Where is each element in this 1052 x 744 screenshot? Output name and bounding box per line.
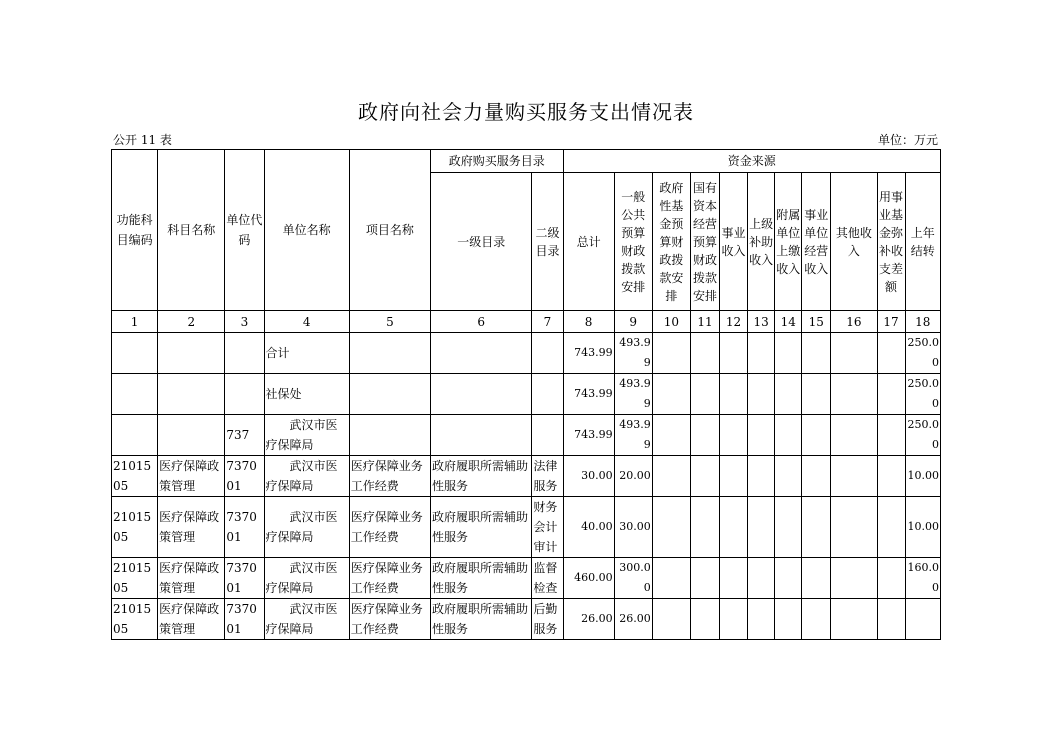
header-funds-group: 资金来源: [563, 150, 941, 173]
cell-operating-income: [802, 558, 831, 599]
cell-unit-name: 武汉市医疗保障局: [264, 558, 349, 599]
cell-general-budget: 300.00: [614, 558, 652, 599]
col-number: 15: [802, 311, 831, 333]
col-number: 10: [652, 311, 690, 333]
header-total: 总计: [563, 173, 614, 311]
cell-unit-name: 武汉市医疗保障局: [264, 456, 349, 497]
header-carryover: 上年结转: [905, 173, 940, 311]
cell-unit-code: 737: [225, 415, 264, 456]
cell-career-income: [720, 374, 748, 415]
cell-carryover: [905, 599, 940, 640]
cell-carryover: 250.00: [905, 333, 940, 374]
cell-gov-fund: [652, 599, 690, 640]
header-level2: 二级目录: [532, 173, 563, 311]
cell-unit-code: 737001: [225, 497, 264, 558]
table-row: [112, 456, 941, 497]
cell-unit-name: 社保处: [264, 374, 349, 415]
cell-total: 40.00: [563, 497, 614, 558]
cell-level2: 法律服务: [532, 456, 563, 497]
header-operating-income: 事业单位经营收入: [802, 173, 831, 311]
cell-level1: [431, 374, 532, 415]
cell-unit-name: 武汉市医疗保障局: [264, 599, 349, 640]
col-number: 12: [720, 311, 748, 333]
cell-level1: [431, 415, 532, 456]
col-number: 11: [690, 311, 719, 333]
cell-state-capital: [690, 374, 719, 415]
cell-unit-name: 武汉市医疗保障局: [264, 415, 349, 456]
col-number: 9: [614, 311, 652, 333]
col-number: 3: [225, 311, 264, 333]
col-number: 1: [112, 311, 158, 333]
cell-gov-fund: [652, 333, 690, 374]
cell-career-income: [720, 456, 748, 497]
cell-career-income: [720, 599, 748, 640]
cell-level1: 政府履职所需辅助性服务: [431, 497, 532, 558]
header-state-capital: 国有资本经营预算财政拨款安排: [690, 173, 719, 311]
cell-project-name: 医疗保障业务工作经费: [349, 497, 430, 558]
cell-project-name: [349, 415, 430, 456]
cell-superior-subsidy: [748, 497, 775, 558]
page-title: 政府向社会力量购买服务支出情况表: [358, 100, 694, 124]
cell-fund-deficit: [877, 599, 905, 640]
cell-subject-name: 医疗保障政策管理: [158, 558, 225, 599]
cell-func-code: 2101505: [112, 456, 158, 497]
cell-affiliated-income: [775, 456, 802, 497]
cell-subject-name: 医疗保障政策管理: [158, 456, 225, 497]
header-general-budget: 一般公共预算财政拨款安排: [614, 173, 652, 311]
expenditure-table: [111, 149, 941, 640]
cell-general-budget: 493.99: [614, 374, 652, 415]
cell-subject-name: 医疗保障政策管理: [158, 497, 225, 558]
cell-carryover: 250.00: [905, 415, 940, 456]
cell-gov-fund: [652, 456, 690, 497]
header-affiliated-income: 附属单位上缴收入: [775, 173, 802, 311]
cell-superior-subsidy: [748, 599, 775, 640]
cell-general-budget: 20.00: [614, 456, 652, 497]
cell-carryover: 160.00: [905, 558, 940, 599]
cell-general-budget: 26.00: [614, 599, 652, 640]
cell-affiliated-income: [775, 558, 802, 599]
header-superior-subsidy: 上级补助收入: [748, 173, 775, 311]
cell-affiliated-income: [775, 333, 802, 374]
cell-fund-deficit: [877, 558, 905, 599]
cell-level1: 政府履职所需辅助性服务: [431, 599, 532, 640]
header-other-income: 其他收入: [831, 173, 877, 311]
cell-other-income: [831, 415, 877, 456]
cell-other-income: [831, 333, 877, 374]
cell-total: 30.00: [563, 456, 614, 497]
cell-general-budget: 493.99: [614, 415, 652, 456]
cell-gov-fund: [652, 497, 690, 558]
table-row: [112, 333, 941, 374]
cell-unit-code: 737001: [225, 599, 264, 640]
cell-operating-income: [802, 456, 831, 497]
cell-other-income: [831, 374, 877, 415]
cell-carryover: 10.00: [905, 456, 940, 497]
header-unit-name: 单位名称: [264, 150, 349, 311]
table-row: [112, 415, 941, 456]
cell-unit-code: 737001: [225, 558, 264, 599]
col-number: 4: [264, 311, 349, 333]
cell-level2: 后勤服务: [532, 599, 563, 640]
cell-career-income: [720, 558, 748, 599]
cell-other-income: [831, 599, 877, 640]
header-project-name: 项目名称: [349, 150, 430, 311]
table-row: [112, 497, 941, 558]
cell-general-budget: 493.99: [614, 333, 652, 374]
cell-fund-deficit: [877, 374, 905, 415]
header-subject-name: 科目名称: [158, 150, 225, 311]
cell-level2: 财务会计审计: [532, 497, 563, 558]
header-func-code: 功能科目编码: [112, 150, 158, 311]
col-number: 6: [431, 311, 532, 333]
cell-project-name: 医疗保障业务工作经费: [349, 558, 430, 599]
cell-level1: 政府履职所需辅助性服务: [431, 456, 532, 497]
cell-operating-income: [802, 415, 831, 456]
cell-affiliated-income: [775, 374, 802, 415]
cell-subject-name: [158, 333, 225, 374]
cell-operating-income: [802, 599, 831, 640]
header-fund-deficit: 用事业基金弥补收支差额: [877, 173, 905, 311]
cell-subject-name: 医疗保障政策管理: [158, 599, 225, 640]
cell-fund-deficit: [877, 415, 905, 456]
cell-gov-fund: [652, 415, 690, 456]
cell-fund-deficit: [877, 333, 905, 374]
col-number: 17: [877, 311, 905, 333]
table-body: [112, 333, 941, 640]
col-number: 14: [775, 311, 802, 333]
cell-total: 743.99: [563, 415, 614, 456]
cell-level2: [532, 415, 563, 456]
cell-level1: [431, 333, 532, 374]
cell-func-code: [112, 415, 158, 456]
cell-general-budget: 30.00: [614, 497, 652, 558]
cell-unit-code: [225, 374, 264, 415]
cell-superior-subsidy: [748, 558, 775, 599]
cell-level2: [532, 374, 563, 415]
cell-subject-name: [158, 415, 225, 456]
cell-affiliated-income: [775, 599, 802, 640]
cell-gov-fund: [652, 374, 690, 415]
cell-operating-income: [802, 333, 831, 374]
cell-level2: 监督检查: [532, 558, 563, 599]
table-row: [112, 599, 941, 640]
cell-total: 743.99: [563, 374, 614, 415]
cell-state-capital: [690, 333, 719, 374]
cell-total: 743.99: [563, 333, 614, 374]
unit-label: 单位：万元: [877, 133, 938, 147]
cell-func-code: 2101505: [112, 599, 158, 640]
cell-project-name: [349, 333, 430, 374]
cell-unit-name: 合计: [264, 333, 349, 374]
col-number: 5: [349, 311, 430, 333]
cell-affiliated-income: [775, 415, 802, 456]
table-row: [112, 558, 941, 599]
col-number: 16: [831, 311, 877, 333]
cell-superior-subsidy: [748, 333, 775, 374]
cell-affiliated-income: [775, 497, 802, 558]
header-gov-fund: 政府性基金预算财政拨款安排: [652, 173, 690, 311]
cell-unit-code: 737001: [225, 456, 264, 497]
cell-state-capital: [690, 415, 719, 456]
col-number: 13: [748, 311, 775, 333]
column-number-row: [112, 311, 941, 333]
cell-carryover: 250.00: [905, 374, 940, 415]
header-career-income: 事业收入: [720, 173, 748, 311]
col-number: 18: [905, 311, 940, 333]
cell-total: 460.00: [563, 558, 614, 599]
cell-total: 26.00: [563, 599, 614, 640]
cell-fund-deficit: [877, 456, 905, 497]
cell-other-income: [831, 456, 877, 497]
cell-superior-subsidy: [748, 374, 775, 415]
cell-state-capital: [690, 456, 719, 497]
cell-career-income: [720, 333, 748, 374]
cell-operating-income: [802, 374, 831, 415]
header-unit-code: 单位代码: [225, 150, 264, 311]
cell-fund-deficit: [877, 497, 905, 558]
cell-project-name: [349, 374, 430, 415]
cell-func-code: [112, 374, 158, 415]
col-number: 2: [158, 311, 225, 333]
header-catalog-group: 政府购买服务目录: [431, 150, 563, 173]
cell-state-capital: [690, 599, 719, 640]
cell-level2: [532, 333, 563, 374]
cell-career-income: [720, 415, 748, 456]
cell-subject-name: [158, 374, 225, 415]
cell-superior-subsidy: [748, 456, 775, 497]
cell-func-code: [112, 333, 158, 374]
cell-other-income: [831, 497, 877, 558]
cell-project-name: 医疗保障业务工作经费: [349, 456, 430, 497]
cell-state-capital: [690, 558, 719, 599]
header-level1: 一级目录: [431, 173, 532, 311]
cell-unit-name: 武汉市医疗保障局: [264, 497, 349, 558]
cell-func-code: 2101505: [112, 497, 158, 558]
table-code: 公开 11 表: [113, 133, 172, 147]
cell-other-income: [831, 558, 877, 599]
cell-carryover: 10.00: [905, 497, 940, 558]
cell-unit-code: [225, 333, 264, 374]
col-number: 7: [532, 311, 563, 333]
cell-career-income: [720, 497, 748, 558]
cell-state-capital: [690, 497, 719, 558]
cell-operating-income: [802, 497, 831, 558]
col-number: 8: [563, 311, 614, 333]
cell-project-name: 医疗保障业务工作经费: [349, 599, 430, 640]
cell-gov-fund: [652, 558, 690, 599]
cell-func-code: 2101505: [112, 558, 158, 599]
cell-level1: 政府履职所需辅助性服务: [431, 558, 532, 599]
table-row: [112, 374, 941, 415]
cell-superior-subsidy: [748, 415, 775, 456]
